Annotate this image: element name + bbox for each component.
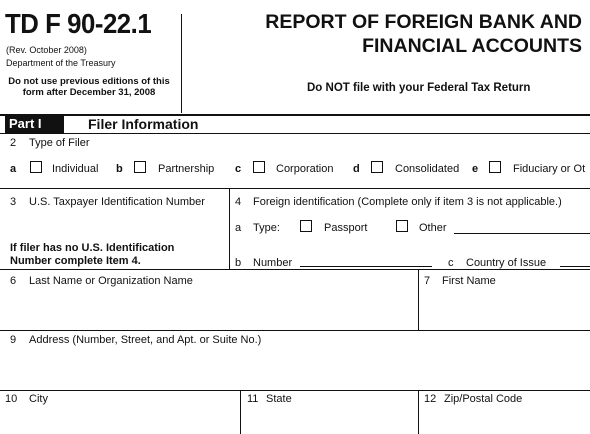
revision-date: (Rev. October 2008) xyxy=(6,45,87,55)
item11-label: State xyxy=(266,393,292,405)
item12-label: Zip/Postal Code xyxy=(444,393,523,405)
row-rule-2 xyxy=(0,269,590,270)
city-input[interactable] xyxy=(10,408,234,432)
item9-number: 9 xyxy=(10,334,17,346)
foreign-id-number-input[interactable] xyxy=(300,266,432,267)
individual-checkbox[interactable] xyxy=(30,161,42,173)
item2-a-letter: a xyxy=(10,163,17,175)
item3-number: 3 xyxy=(10,196,17,208)
other-label: Other xyxy=(419,222,447,234)
part-title: Filer Information xyxy=(88,116,199,132)
col-divider-3-4 xyxy=(229,188,230,269)
state-input[interactable] xyxy=(247,408,413,432)
item4-label: Foreign identification (Complete only if item 3 is not applicable.) xyxy=(253,196,562,208)
fiduciary-label: Fiduciary or Ot xyxy=(513,163,586,175)
item2-e-letter: e xyxy=(472,163,479,175)
item7-number: 7 xyxy=(424,275,431,287)
item2-label: Type of Filer xyxy=(29,137,90,149)
item10-label: City xyxy=(29,393,48,405)
item12-number: 12 xyxy=(424,393,437,405)
item4-c-letter: c xyxy=(448,257,454,269)
first-name-input[interactable] xyxy=(424,292,586,326)
item4-number: 4 xyxy=(235,196,242,208)
individual-label: Individual xyxy=(52,163,99,175)
partnership-checkbox[interactable] xyxy=(134,161,146,173)
item6-number: 6 xyxy=(10,275,17,287)
item9-label: Address (Number, Street, and Apt. or Suite No.) xyxy=(29,334,262,346)
passport-label: Passport xyxy=(324,222,368,234)
zip-code-input[interactable] xyxy=(424,408,586,432)
corporation-checkbox[interactable] xyxy=(253,161,265,173)
item4-a-letter: a xyxy=(235,222,242,234)
row-rule-3 xyxy=(0,330,590,331)
number-label: Number xyxy=(253,257,293,269)
item7-label: First Name xyxy=(442,275,496,287)
edition-warning: Do not use previous editions of this form after December 31, 2008 xyxy=(8,76,170,98)
form-number: TD F 90-22.1 xyxy=(5,8,152,39)
col-divider-6-7 xyxy=(418,269,419,330)
filing-note: Do NOT file with your Federal Tax Return xyxy=(307,82,531,94)
item2-c-letter: c xyxy=(235,163,242,175)
header-divider xyxy=(181,14,182,113)
tin-input[interactable] xyxy=(12,212,222,236)
item2-d-letter: d xyxy=(353,163,360,175)
row-rule-1 xyxy=(0,188,590,189)
address-input[interactable] xyxy=(10,350,586,386)
item2-number: 2 xyxy=(10,137,17,149)
department: Department of the Treasury xyxy=(6,58,116,68)
fiduciary-checkbox[interactable] xyxy=(489,161,501,173)
corporation-label: Corporation xyxy=(276,163,334,175)
form-title: REPORT OF FOREIGN BANK AND FINANCIAL ACCOUNTS xyxy=(265,11,582,57)
passport-checkbox[interactable] xyxy=(300,220,312,232)
consolidated-label: Consolidated xyxy=(395,163,460,175)
partnership-label: Partnership xyxy=(158,163,215,175)
item6-label: Last Name or Organization Name xyxy=(29,275,193,287)
item3-label: U.S. Taxpayer Identification Number xyxy=(29,196,205,208)
item4-b-letter: b xyxy=(235,257,242,269)
item3-note: If filer has no U.S. Identification Number complete Item 4. xyxy=(10,242,175,267)
col-divider-11-12 xyxy=(418,390,419,434)
part-bottom-rule xyxy=(0,133,590,134)
col-divider-10-11 xyxy=(240,390,241,434)
other-checkbox[interactable] xyxy=(396,220,408,232)
row-rule-4 xyxy=(0,390,590,391)
type-label: Type: xyxy=(253,222,280,234)
item2-b-letter: b xyxy=(116,163,123,175)
country-of-issue-input[interactable] xyxy=(560,266,590,267)
consolidated-checkbox[interactable] xyxy=(371,161,383,173)
item10-number: 10 xyxy=(5,393,18,405)
other-type-input[interactable] xyxy=(454,233,590,234)
part-label: Part I xyxy=(5,115,64,133)
last-name-input[interactable] xyxy=(10,292,410,326)
item11-number: 11 xyxy=(247,393,259,405)
country-label: Country of Issue xyxy=(466,257,547,269)
